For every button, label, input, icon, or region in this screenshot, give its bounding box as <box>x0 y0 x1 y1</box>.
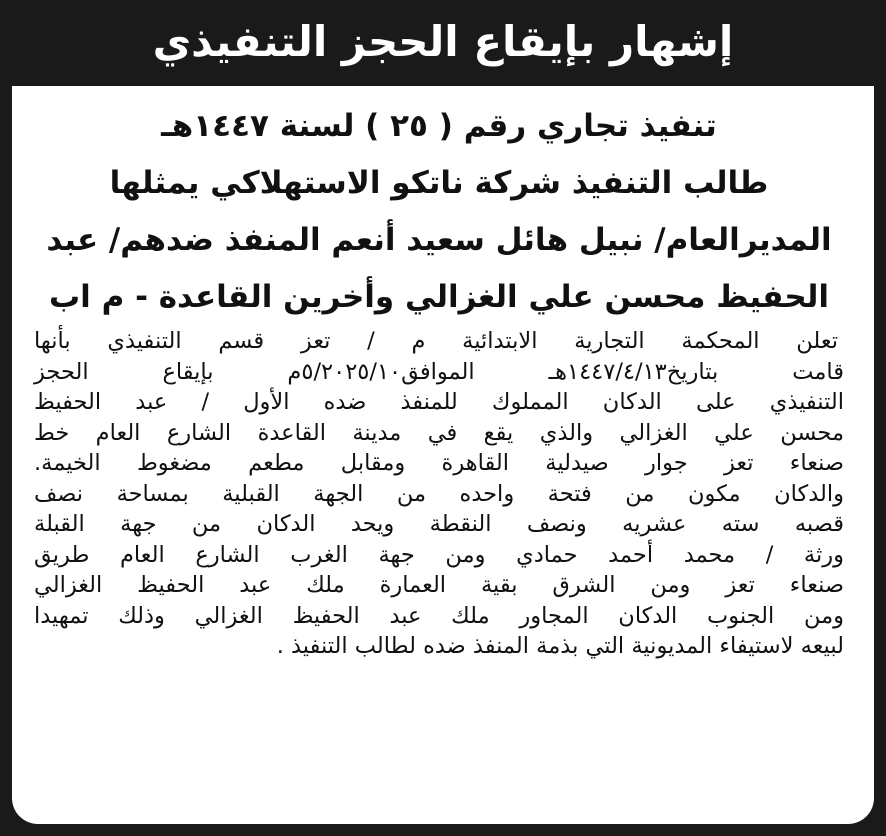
notice-body <box>12 86 874 824</box>
paragraph-line: صنعاء تعز جوار صيدلية القاهرة ومقابل مطعم مضغوط الخيمة. <box>34 450 844 476</box>
paragraph-line: قامت بتاريخ١٤٤٧/٤/١٣هـ الموافق٥/٢٠٢٥/١٠م بإيقاع الحجز <box>34 358 844 385</box>
applicant-line: طالب التنفيذ شركة ناتكو الاستهلاكي يمثلها <box>109 165 769 201</box>
case-number-line: تنفيذ تجاري رقم ( ٢٥ ) لسنة ١٤٤٧هـ <box>161 108 717 144</box>
paragraph-line: محسن علي الغزالي والذي يقع في مدينة القاعدة الشارع العام خط <box>34 419 844 446</box>
representative-line: المديرالعام/ نبيل هائل سعيد أنعم المنفذ ضدهم/ عبد <box>46 222 832 258</box>
paragraph-line: تعلن المحكمة التجارية الابتدائية م / تعز قسم التنفيذي بأنها <box>34 328 838 354</box>
notice-paragraph <box>34 326 844 662</box>
notice-title: إشهار بإيقاع الحجز التنفيذي <box>152 17 734 66</box>
notice-header <box>0 0 886 84</box>
paragraph-line: ورثة / محمد أحمد حمادي ومن جهة الغرب الشارع العام طريق <box>34 541 844 568</box>
paragraph-line: التنفيذي على الدكان المملوك للمنفذ ضده الأول / عبد الحفيظ <box>34 389 844 415</box>
paragraph-line: ومن الجنوب الدكان المجاور ملك عبد الحفيظ الغزالي وذلك تمهيدا <box>34 602 844 629</box>
paragraph-line: لبيعه لاستيفاء المديونية التي بذمة المنفذ ضده لطالب التنفيذ . <box>276 633 844 659</box>
case-headline <box>34 98 844 326</box>
paragraph-line: قصبه سته عشريه ونصف النقطة ويحد الدكان من جهة القبلة <box>34 511 844 537</box>
defendants-line: الحفيظ محسن علي الغزالي وأخرين القاعدة - م اب <box>49 279 829 315</box>
paragraph-line: صنعاء تعز ومن الشرق بقية العمارة ملك عبد الحفيظ الغزالي <box>34 572 844 598</box>
paragraph-line: والدكان مكون من فتحة واحده من الجهة القبلية بمساحة نصف <box>34 480 844 507</box>
